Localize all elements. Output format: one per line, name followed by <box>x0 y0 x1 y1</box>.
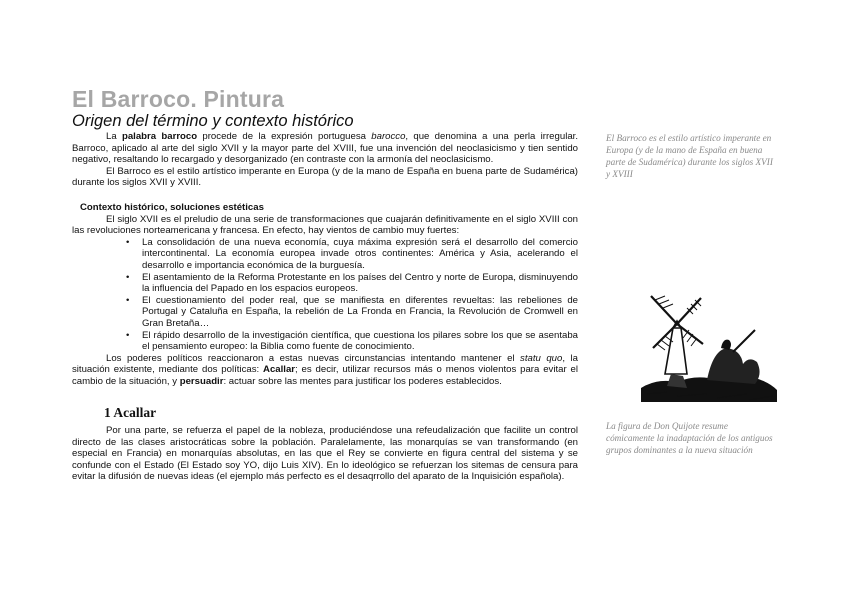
intro-paragraph-2: El Barroco es el estilo artístico imperante en Europa (y de la mano de España en buena parte de Sudamérica) durante los siglos XVII y XVIII. <box>72 165 578 189</box>
context-paragraph-2: Los poderes políticos reaccionaron a estas nuevas circunstancias intentando mantener el statu quo, la situación existente, mediante dos políticas: Acallar; es decir, utilizar recursos más o menos violentos para evitar el cambio de la situación, y persuadir: actuar sobre las mentes para justificar los poderes establecidos. <box>72 352 578 387</box>
list-item: • El cuestionamiento del poder real, que se manifiesta en diferentes revueltas: las rebeliones de Portugal y Cataluña en España, la rebelión de La Fronda en Francia, la Revolución de Cromwell en Gran Bretaña… <box>72 295 578 330</box>
intro-paragraph-1: La palabra barroco procede de la expresión portuguesa barocco, que denomina a una perla irregular. Barroco, aplicado al arte del siglo XVII y la mayor parte del XVIII, fue una invención del neoclasicismo y tien sentido negativo, resaltando lo recargado y desorganizado (en contraste con la armonía del neoclasicismo. <box>72 131 578 166</box>
don-quijote-windmill-icon <box>637 290 781 408</box>
list-item: • El asentamiento de la Reforma Protestante en los países del Centro y norte de Europa, disminuyendo la influencia del Papado en los espacios europeos. <box>72 272 578 295</box>
document-title: El Barroco. Pintura <box>72 86 285 112</box>
context-heading: Contexto histórico, soluciones estéticas <box>80 202 264 213</box>
section-1-heading: 1 Acallar <box>104 405 157 420</box>
document-subtitle: Origen del término y contexto histórico <box>72 112 354 130</box>
context-bullet-list <box>72 237 578 353</box>
list-item: • El rápido desarrollo de la investigación científica, que cuestiona los pilares sobre los que se asentaba el pensamiento europeo: la Biblia como fuente de conocimiento. <box>72 330 578 353</box>
context-paragraph-1: El siglo XVII es el preludio de una serie de transformaciones que cuajarán definitivamente en el siglo XVIII con las revoluciones norteamericana y francesa. En efecto, hay vientos de cambio muy fuertes: <box>72 213 578 237</box>
context-section <box>72 202 578 388</box>
list-item: • La consolidación de una nueva economía, cuya máxima expresión será el desarrollo del comercio intercontinental. La economía europea invade otros continentes: América y Asia, acelerando el desarrollo e importancia económica de la burguesía. <box>72 237 578 272</box>
section-1-paragraph: Por una parte, se refuerza el papel de la nobleza, produciéndose una refeudalización que facilite un control directo de las clases aristocráticas sobre la población. Paralelamente, las monarquías se van transformando (en especial en Francia) en monarquías absolutas, en las que el Rey se convierte en figura central del sistema y se confunde con el Estado (El Estado soy YO, dijo Luis XIV). En lo ideológico se refuerzan los sitemas de censura para evitar la difusión de nuevas ideas (el ejemplo más perfecto es el desaqrrollo del aparato de la Inquisición española). <box>72 425 578 483</box>
sidenote-quijote: La figura de Don Quijote resume cómicamente la inadaptación de los antiguos grupos dominantes a la nueva situación <box>606 421 773 455</box>
sidenote-barroco: El Barroco es el estilo artístico imperante en Europa (y de la mano de España en buena parte de Sudamérica) durante los siglos XVII y XVIII <box>606 133 773 179</box>
intro-section <box>72 131 578 189</box>
section-1-body <box>72 425 578 483</box>
